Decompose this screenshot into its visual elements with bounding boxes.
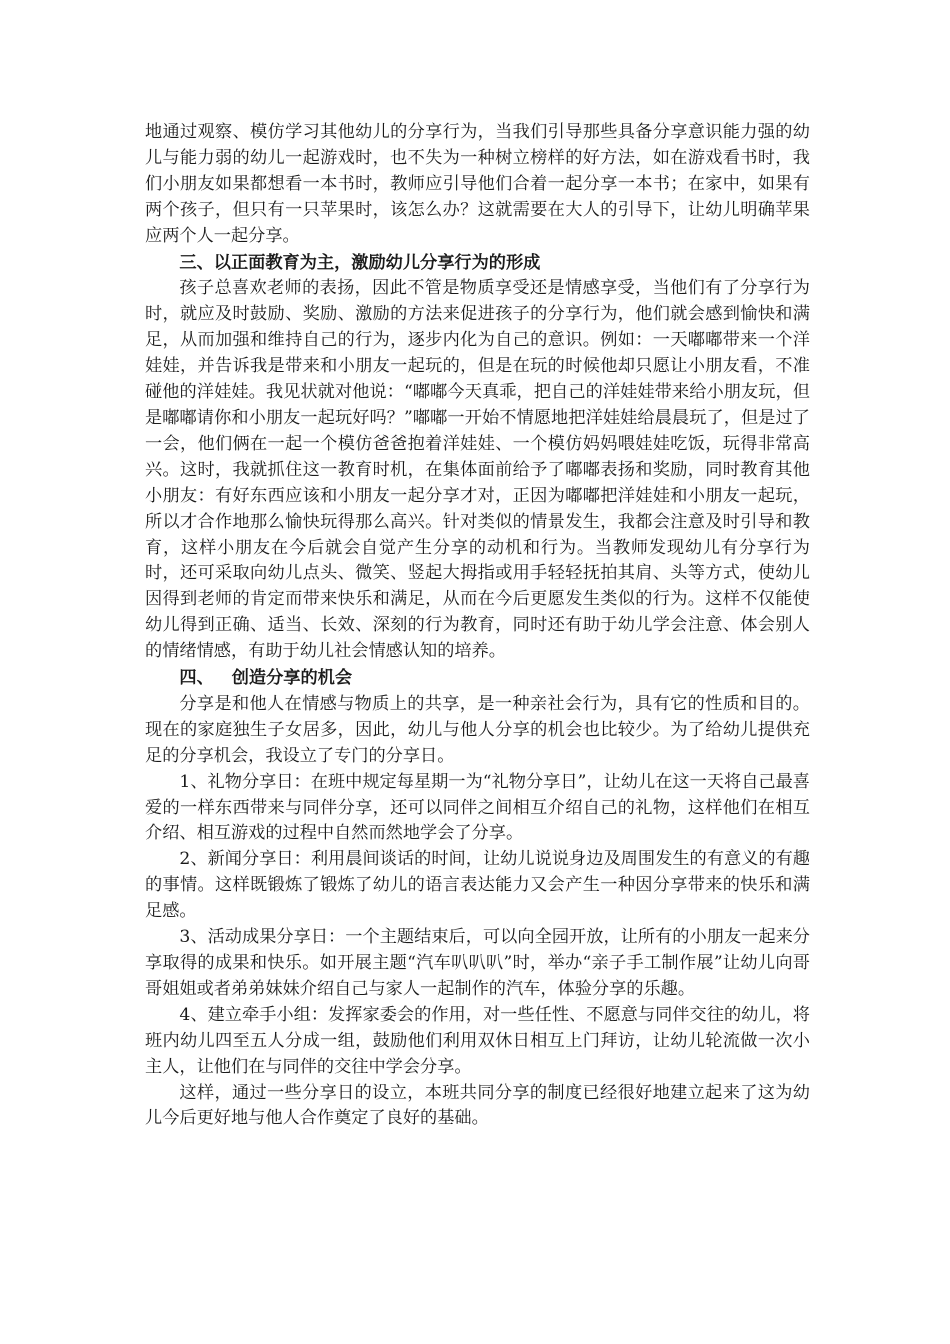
section-heading-3: 三、以正面教育为主，激励幼儿分享行为的形成: [179, 252, 541, 273]
paragraph-activity-results-day: 3、活动成果分享日：一个主题结束后，可以向全园开放，让所有的小朋友一起来分享取得的成果和快乐。如开展主题“汽车叭叭叭”时，举办“亲子手工制作展”让幼儿向哥哥姐姐或者弟弟妹妹介绍自己与家人一起制作的汽车，体验分享的乐趣。: [145, 927, 810, 999]
paragraph-conclusion: 这样，通过一些分享日的设立，本班共同分享的制度已经很好地建立起来了这为幼儿今后更好地与他人合作奠定了良好的基础。: [145, 1082, 810, 1129]
section-heading-4-number: 四、: [179, 668, 214, 689]
document-page: [145, 120, 810, 1132]
paragraph-role-models: 地通过观察、模仿学习其他幼儿的分享行为，当我们引导那些具备分享意识能力强的幼儿与能力弱的幼儿一起游戏时，也不失为一种树立榜样的好方法，如在游戏看书时，我们小朋友如果都想看一本书时，教师应引导他们合着一起分享一本书；在家中，如果有两个孩子，但只有一只苹果时，该怎么办？这就需要在大人的引导下，让幼儿明确苹果应两个人一起分享。: [145, 122, 810, 246]
section-heading-4-text: 创造分享的机会: [231, 668, 353, 689]
paragraph-sharing-opportunities: 分享是和他人在情感与物质上的共享，是一种亲社会行为，具有它的性质和目的。现在的家庭独生子女居多，因此，幼儿与他人分享的机会也比较少。为了给幼儿提供充足的分享机会，我设立了专门的分享日。: [145, 693, 810, 766]
paragraph-hand-in-hand-group: 4、建立牵手小组：发挥家委会的作用，对一些任性、不愿意与同伴交往的幼儿，将班内幼儿四至五人分成一组，鼓励他们利用双休日相互上门拜访，让幼儿轮流做一次小主人，让他们在与同伴的交往中学会分享。: [145, 1004, 810, 1077]
paragraph-news-sharing-day: 2、新闻分享日：利用晨间谈话的时间，让幼儿说说身边及周围发生的有意义的有趣的事情。这样既锻炼了锻炼了幼儿的语言表达能力又会产生一种因分享带来的快乐和满足感。: [145, 849, 810, 922]
paragraph-gift-sharing-day: 1、礼物分享日：在班中规定每星期一为“礼物分享日”，让幼儿在这一天将自己最喜爱的一样东西带来与同伴分享，还可以同伴之间相互介绍自己的礼物，这样他们在相互介绍、相互游戏的过程中自然而然地学会了分享。: [145, 771, 810, 844]
paragraph-positive-education: 孩子总喜欢老师的表扬，因此不管是物质享受还是情感享受，当他们有了分享行为时，就应及时鼓励、奖励、激励的方法来促进孩子的分享行为，他们就会感到愉快和满足，从而加强和维持自己的行为，逐步内化为自己的意识。例如：一天嘟嘟带来一个洋娃娃，并告诉我是带来和小朋友一起玩的，但是在玩的时候他却只愿让小朋友看，不准碰他的洋娃娃。我见状就对他说：“嘟嘟今天真乖，把自己的洋娃娃带来给小朋友玩，但是嘟嘟请你和小朋友一起玩好吗？”嘟嘟一开始不情愿地把洋娃娃给晨晨玩了，但是过了一会，他们俩在一起一个模仿爸爸抱着洋娃娃、一个模仿妈妈喂娃娃吃饭，玩得非常高兴。这时，我就抓住这一教育时机，在集体面前给予了嘟嘟表扬和奖励，同时教育其他小朋友：有好东西应该和小朋友一起分享才对，正因为嘟嘟把洋娃娃和小朋友一起玩，所以才合作地那么愉快玩得那么高兴。针对类似的情景发生，我都会注意及时引导和教育，这样小朋友在今后就会自觉产生分享的动机和行为。当教师发现幼儿有分享行为时，还可采取向幼儿点头、微笑、竖起大拇指或用手轻轻抚拍其肩、头等方式，使幼儿因得到老师的肯定而带来快乐和满足，从而在今后更愿发生类似的行为。这样不仅能使幼儿得到正确、适当、长效、深刻的行为教育，同时还有助于幼儿学会注意、体会别人的情绪情感，有助于幼儿社会情感认知的培养。: [145, 278, 810, 662]
section-heading-4: [145, 666, 810, 692]
